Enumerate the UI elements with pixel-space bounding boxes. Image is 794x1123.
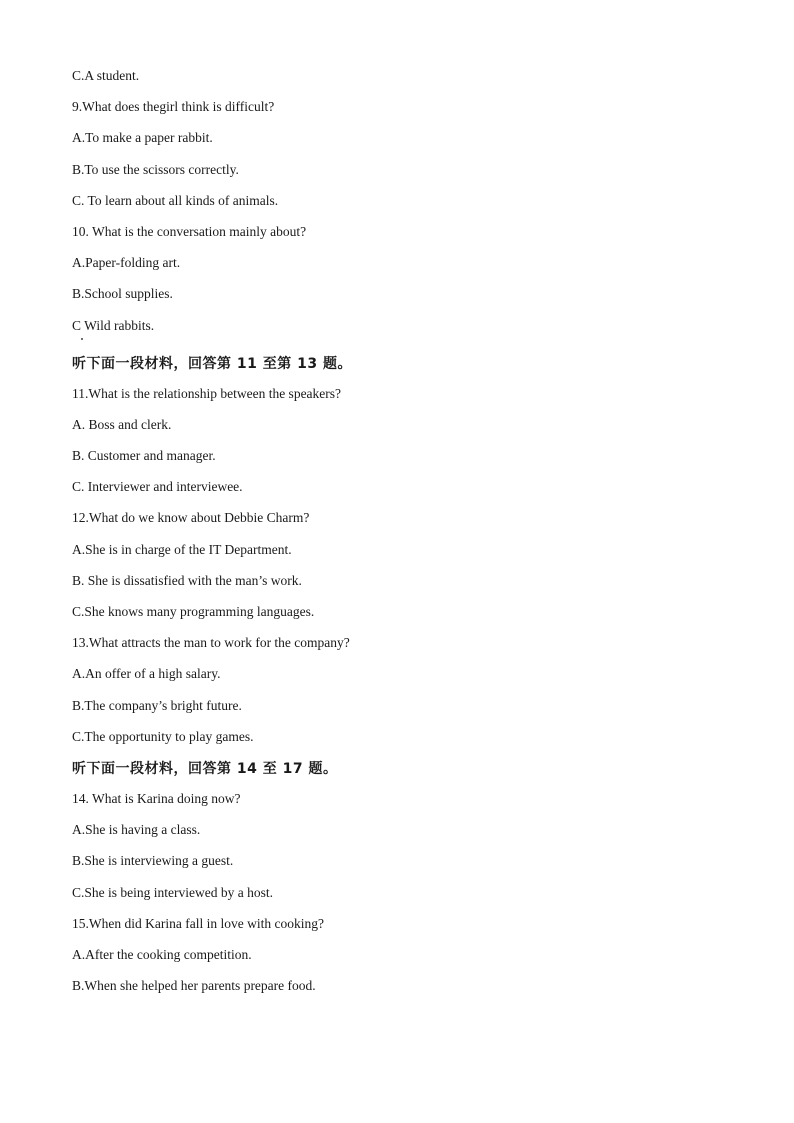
section-heading-11-13: 听下面一段材料，回答第 11 至第 13 题。	[72, 355, 352, 372]
option-14a: A.She is having a class.	[72, 822, 201, 838]
option-15a: A.After the cooking competition.	[72, 946, 252, 962]
option-10a: A.Paper-folding art.	[72, 255, 181, 271]
question-9: 9.What does thegirl think is difficult?	[72, 99, 275, 115]
option-9a: A.To make a paper rabbit.	[72, 130, 213, 146]
option-15b: B.When she helped her parents prepare food.	[72, 978, 316, 994]
option-12a: A.She is in charge of the IT Department.	[72, 541, 292, 557]
option-11c: C. Interviewer and interviewee.	[72, 479, 243, 495]
option-8c: C.A student.	[72, 68, 140, 83]
option-9b: B.To use the scissors correctly.	[72, 161, 239, 177]
option-12b: B. She is dissatisfied with the man’s work.	[72, 572, 302, 588]
option-9c: C. To learn about all kinds of animals.	[72, 192, 279, 208]
question-10: 10. What is the conversation mainly about?	[72, 223, 307, 239]
option-11b: B. Customer and manager.	[72, 448, 216, 464]
option-13b: B.The company’s bright future.	[72, 697, 242, 713]
option-11a: A. Boss and clerk.	[72, 416, 172, 432]
document-page	[72, 66, 732, 1007]
option-13a: A.An offer of a high salary.	[72, 666, 221, 682]
question-12: 12.What do we know about Debbie Charm?	[72, 510, 310, 526]
question-13: 13.What attracts the man to work for the company?	[72, 635, 350, 651]
question-11: 11.What is the relationship between the speakers?	[72, 385, 342, 401]
option-13c: C.The opportunity to play games.	[72, 728, 254, 744]
section-heading-14-17: 听下面一段材料，回答第 14 至 17 题。	[72, 760, 338, 777]
option-10b: B.School supplies.	[72, 286, 173, 302]
option-12c: C.She knows many programming languages.	[72, 604, 315, 619]
option-14c: C.She is being interviewed by a host.	[72, 884, 273, 900]
question-14: 14. What is Karina doing now?	[72, 790, 241, 806]
option-10c: C Wild rabbits.	[72, 317, 155, 333]
question-15: 15.When did Karina fall in love with cooking?	[72, 915, 324, 931]
option-14b: B.She is interviewing a guest.	[72, 853, 234, 869]
stray-dot-mark	[81, 338, 83, 340]
